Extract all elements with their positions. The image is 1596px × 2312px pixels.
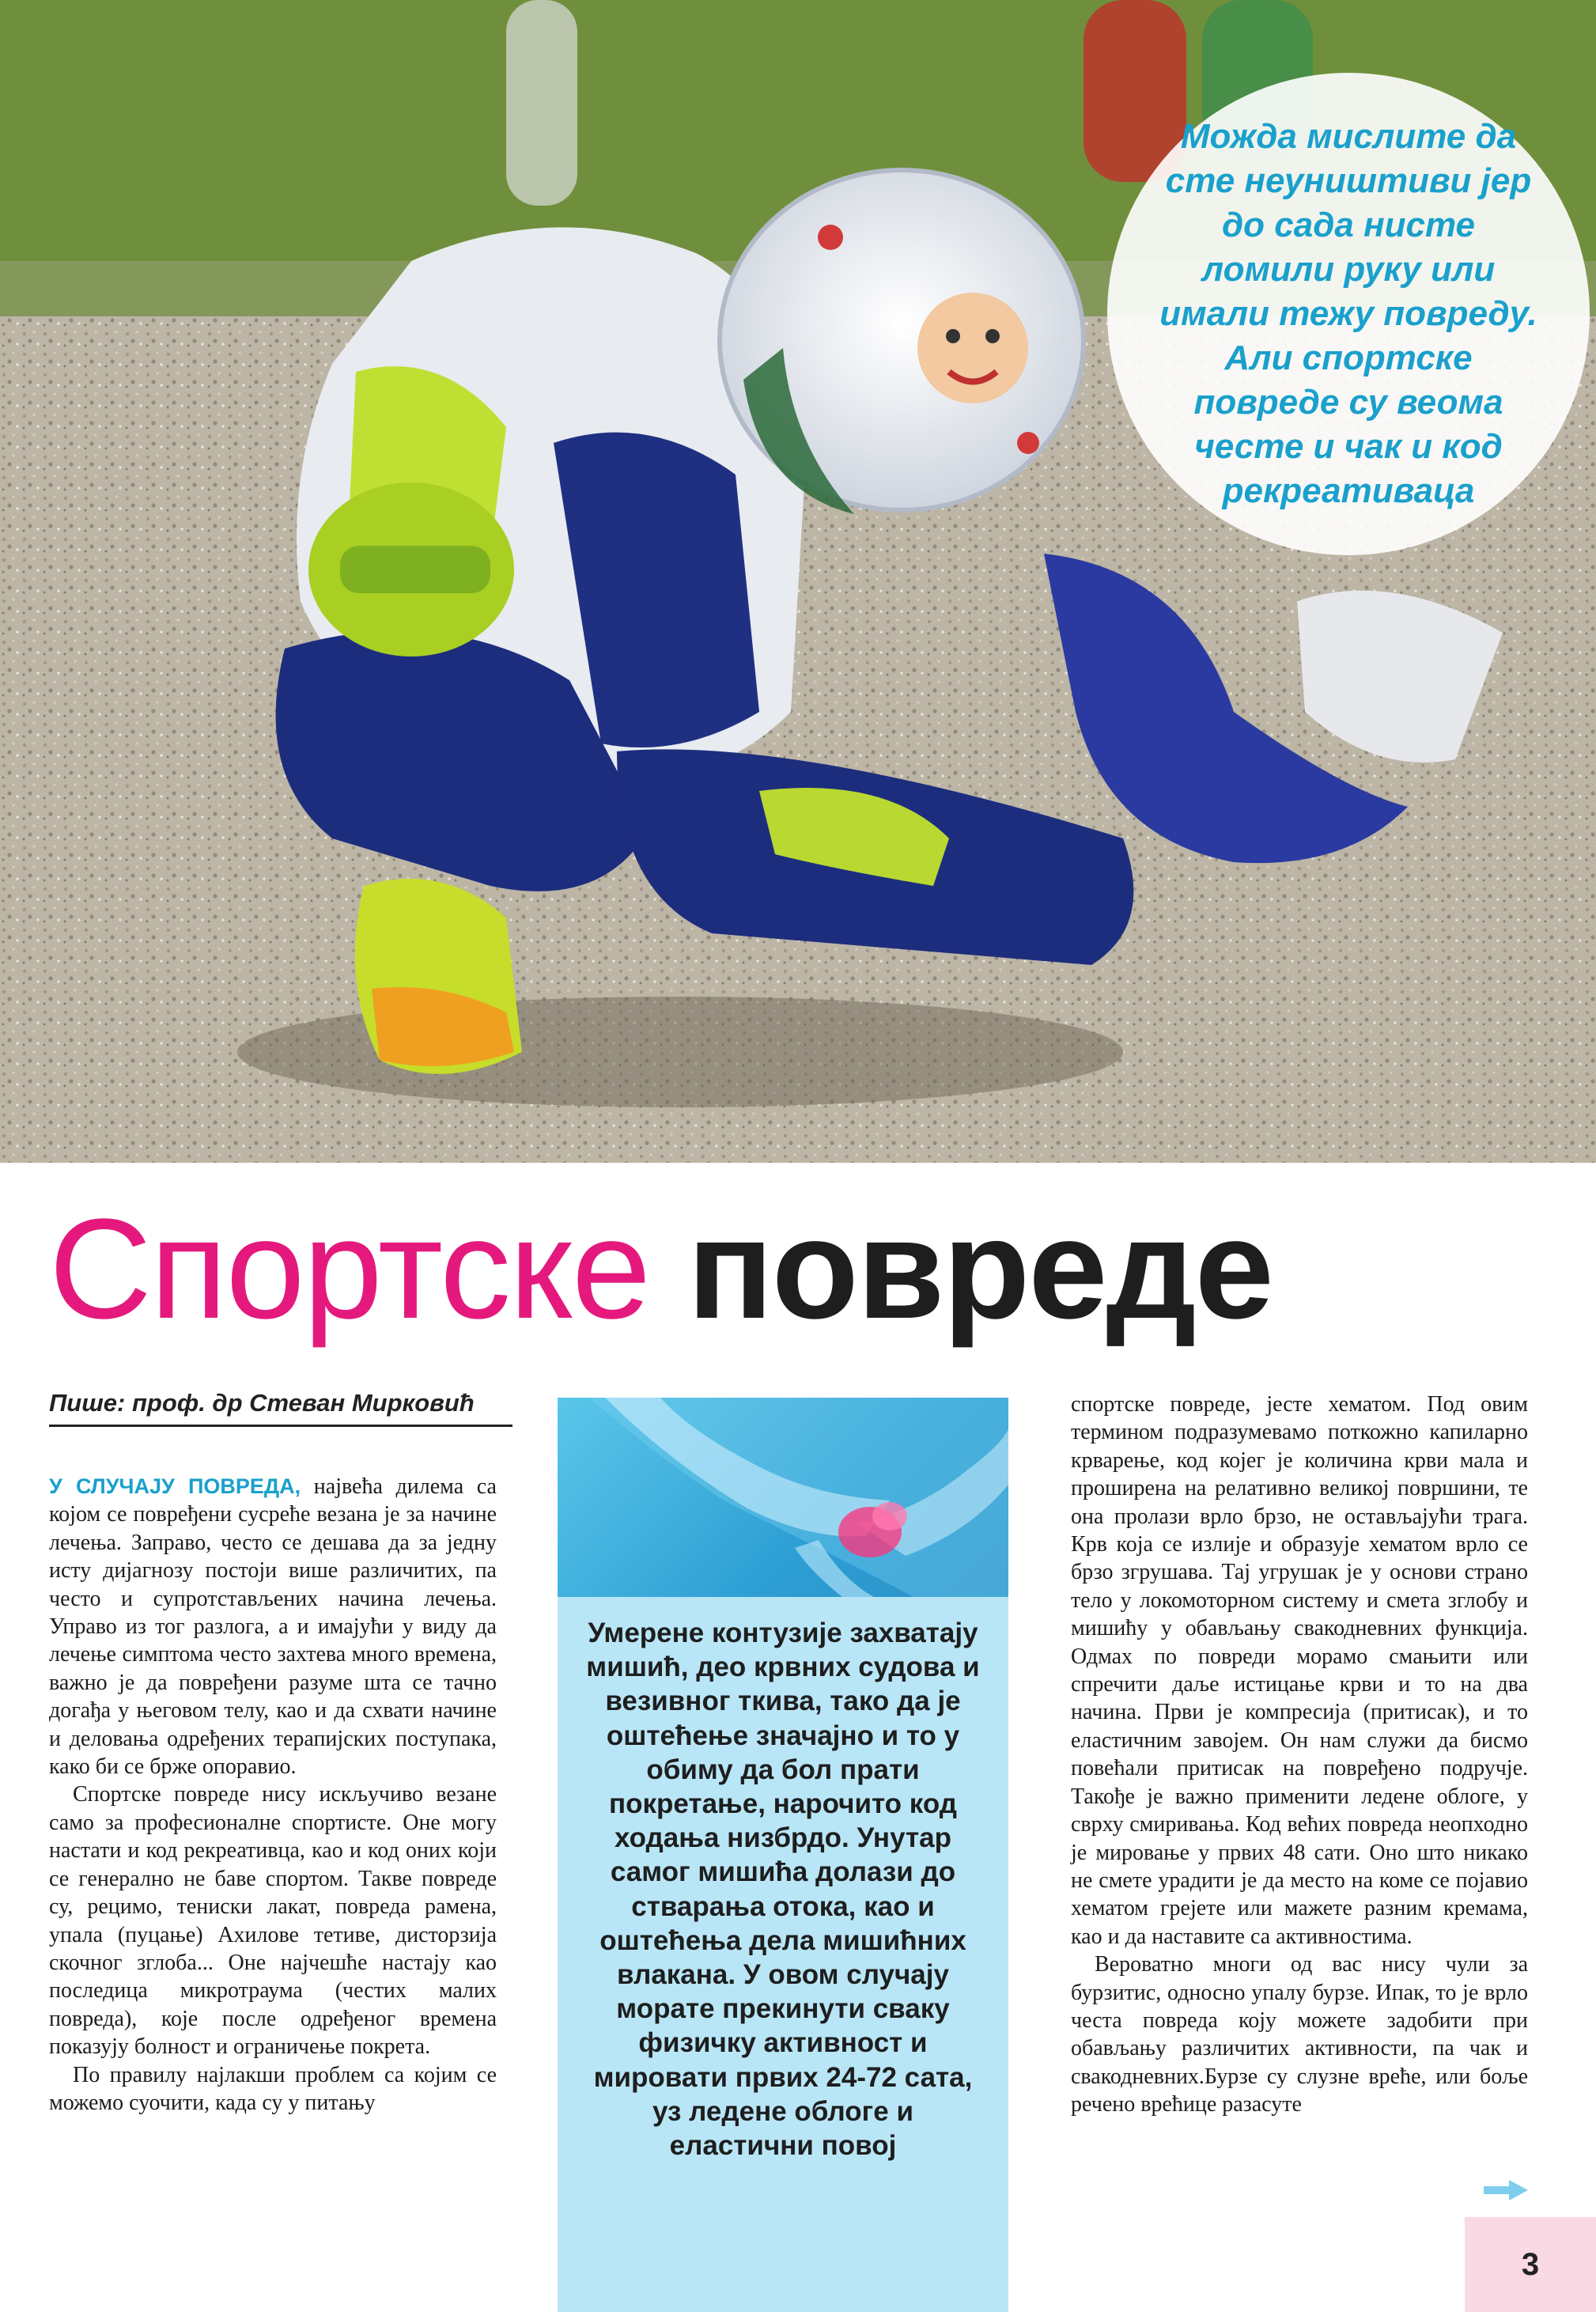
paragraph-5: Вероватно многи од вас нису чули за бурзитис, односно упалу бурзе. Ипак, то је врло честа повреда коју можете задобити при обављању различитих активности, па чак и свакодневних.Бурзе су слузне вреће, или боље речено врећице разасуте xyxy=(1071,1952,1528,2117)
text-column-1 xyxy=(49,1473,497,2117)
quote-circle xyxy=(1107,73,1590,555)
arrow-right-icon xyxy=(1484,2178,1528,2202)
byline: Пише: проф. др Стеван Мирковић xyxy=(49,1389,475,1417)
paragraph-4: спортске повреде, јесте хематом. Под овим термином подразумевамо поткожно капиларно крварење, код којег је количина крви мала и проширена на релативно великој површини, те она пролази врло брзо, не остављајући трага. Крв која се излије и образује хематом врло се брзо згрушава. Тај угрушак је у основи страно тело у локомоторном систему и смета зглобу и мишићу у обављању свакодневних функција. Одмах по повреди морамо смањити или спречити даље истицање крви и то на два начина. Први је компресија (притисак), и то еластичним завојем. Он нам служи да бисмо повећали притисак на повређено подручје. Такође је важно применити ледене облоге, у сврху смиривања. Код већих повреда неопходно је мировање у првих 48 сати. Оно што никако не смете урадити је да место на коме се појавио хематом грејете или мажете разним кремама, као и да наставите са активностима. xyxy=(1071,1392,1528,1949)
knee-xray-image xyxy=(558,1398,1008,1597)
sidebar-text: Умерене контузије захватају мишић, део крвних судова и везивног ткива, тако да је оштећење значајно и то у обиму да бол прати покретање, нарочито код ходања низбрдо. Унутар самог мишића долази до стварања отока, као и оштећења дела мишићних влакана. У овом случају морате прекинути сваку физичку активност и мировати првих 24-72 сата, уз ледене облоге и еластични повој xyxy=(586,1618,980,2162)
paragraph-1 xyxy=(49,1473,497,1780)
sidebar-box xyxy=(558,1398,1008,2312)
paragraph-3: По правилу најлакши проблем са којим се можемо суочити, када су у питању xyxy=(49,2062,497,2115)
article-title xyxy=(49,1190,1273,1349)
pull-quote: Можда мислите да сте неуништиви јер до сада нисте ломили руку или имали тежу повреду. Али спортске повреде су веома честе и чак и код рекреативаца xyxy=(1159,117,1537,510)
paragraph-1-text: највећа дилема са којом се повређени сусреће везана је за начине лечења. Заправо, често се дешава да за једну исту дијагнозу постоји више различитих, па често и супротстављених начина лечења. Управо из тог разлога, а и имајући у виду да лечење симптома често захтева много времена, важно је да повређени разуме шта се тачно догађа у његовом телу, као и да схвати начине и деловања одређених терапијских поступака, како би се брже опоравио. xyxy=(49,1474,497,1780)
page-number-box xyxy=(1465,2217,1596,2312)
page-number: 3 xyxy=(1521,2247,1540,2282)
title-part-1: Спортске xyxy=(49,1190,650,1349)
byline-rule xyxy=(49,1425,512,1427)
title-part-2: повреде xyxy=(687,1190,1273,1349)
knee-joint-icon xyxy=(558,1398,1008,1597)
lead-in: У СЛУЧАЈУ ПОВРЕДА, xyxy=(49,1474,301,1498)
paragraph-2: Спортске повреде нису искључиво везане само за професионалне спортисте. Оне могу настати и код рекреативца, као и код оних који се генерално не баве спортом. Такве повреде су, рецимо, тениски лакат, повреда рамена, упала (пуцање) Ахилове тетиве, дисторзија скочног зглоба... Оне најчешће настају као последица микротраума (честих малих повреда), које после одређеног времена показују болност и ограничење покрета. xyxy=(49,1782,497,2060)
text-column-3 xyxy=(1071,1391,1528,2119)
